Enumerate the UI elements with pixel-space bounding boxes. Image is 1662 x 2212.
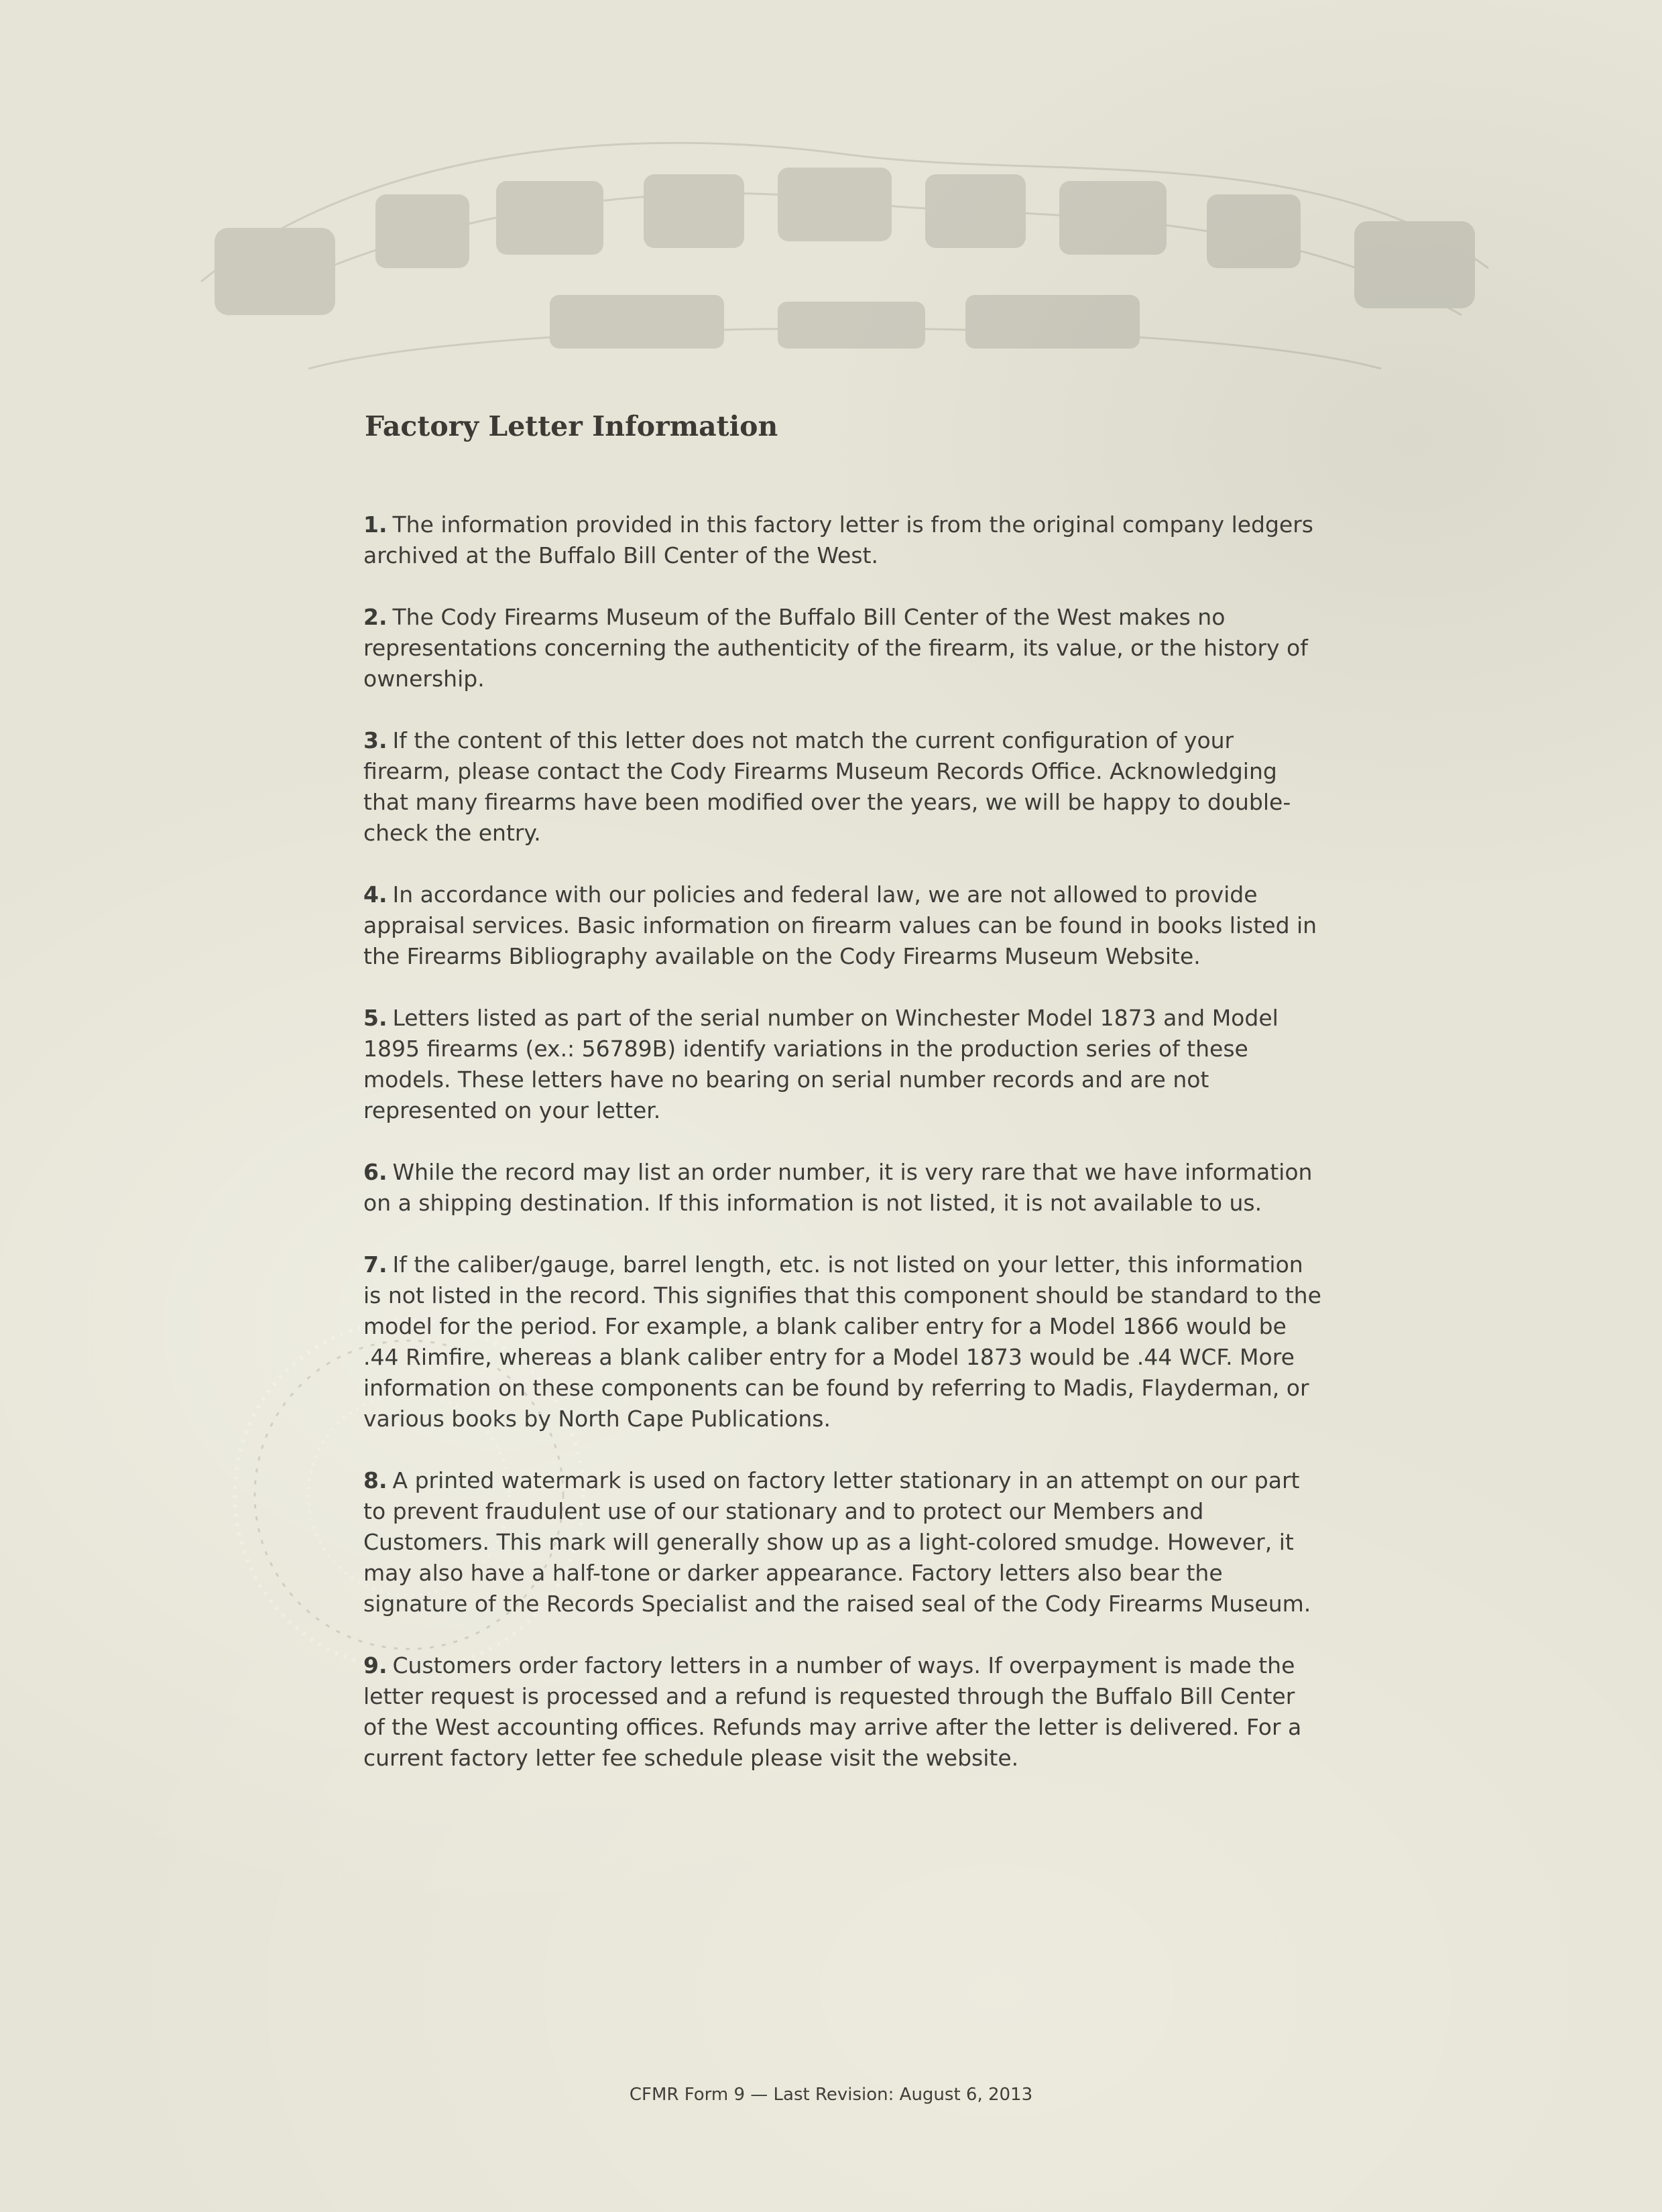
list-item: [363, 879, 1322, 972]
list-item: [363, 1650, 1322, 1774]
item-number: 7.: [363, 1251, 388, 1278]
information-list: [363, 509, 1322, 1804]
list-item: [363, 725, 1322, 849]
item-number: 5.: [363, 1005, 388, 1031]
item-text: The Cody Firearms Museum of the Buffalo Bill Center of the West makes no representations concerning the authenticity of the firearm, its value, or the history of ownership.: [363, 604, 1308, 692]
item-text: If the caliber/gauge, barrel length, etc. is not listed on your letter, this information is not listed in the record. This signifies that this component should be standard to the model for the period. For example, a blank caliber entry for a Model 1866 would be .44 Rimfire, whereas a blank caliber entry for a Model 1873 would be .44 WCF. More information on these components can be found by referring to Madis, Flayderman, or various books by North Cape Publications.: [363, 1251, 1321, 1432]
page-title: Factory Letter Information: [365, 410, 778, 442]
list-item: [363, 509, 1322, 571]
item-number: 9.: [363, 1652, 388, 1678]
list-item: [363, 602, 1322, 694]
list-item: [363, 1249, 1322, 1434]
item-number: 3.: [363, 727, 388, 753]
item-text: The information provided in this factory letter is from the original company ledgers archived at the Buffalo Bill Center of the West.: [363, 511, 1313, 568]
item-number: 8.: [363, 1467, 388, 1493]
item-text: While the record may list an order number, it is very rare that we have information on a shipping destination. If this information is not listed, it is not available to us.: [363, 1159, 1313, 1216]
item-text: Letters listed as part of the serial number on Winchester Model 1873 and Model 1895 firearms (ex.: 56789B) identify variations in the production series of these models. These letters have no bearing on serial number records and are not represented on your letter.: [363, 1005, 1279, 1123]
item-number: 6.: [363, 1159, 388, 1185]
item-text: If the content of this letter does not match the current configuration of your firearm, please contact the Cody Firearms Museum Records Office. Acknowledging that many firearms have been modified over the years, we will be happy to double-check the entry.: [363, 727, 1291, 846]
item-number: 2.: [363, 604, 388, 630]
item-number: 1.: [363, 511, 388, 538]
list-item: [363, 1003, 1322, 1126]
list-item: [363, 1157, 1322, 1219]
list-item: [363, 1465, 1322, 1619]
item-text: In accordance with our policies and federal law, we are not allowed to provide appraisal services. Basic information on firearm values can be found in books listed in the Firearms Bibliography available on the Cody Firearms Museum Website.: [363, 881, 1317, 969]
item-text: A printed watermark is used on factory letter stationary in an attempt on our part to prevent fraudulent use of our stationary and to protect our Members and Customers. This mark will generally show up as a light-colored smudge. However, it may also have a half-tone or darker appearance. Factory letters also bear the signature of the Records Specialist and the raised seal of the Cody Firearms Museum.: [363, 1467, 1311, 1617]
form-footer: CFMR Form 9 — Last Revision: August 6, 2013: [629, 2085, 1033, 2105]
item-text: Customers order factory letters in a number of ways. If overpayment is made the letter request is processed and a refund is requested through the Buffalo Bill Center of the West accounting offices. Refunds may arrive after the letter is delivered. For a current factory letter fee schedule please visit the website.: [363, 1652, 1302, 1771]
item-number: 4.: [363, 881, 388, 908]
watermark-graphic: [174, 114, 1515, 395]
